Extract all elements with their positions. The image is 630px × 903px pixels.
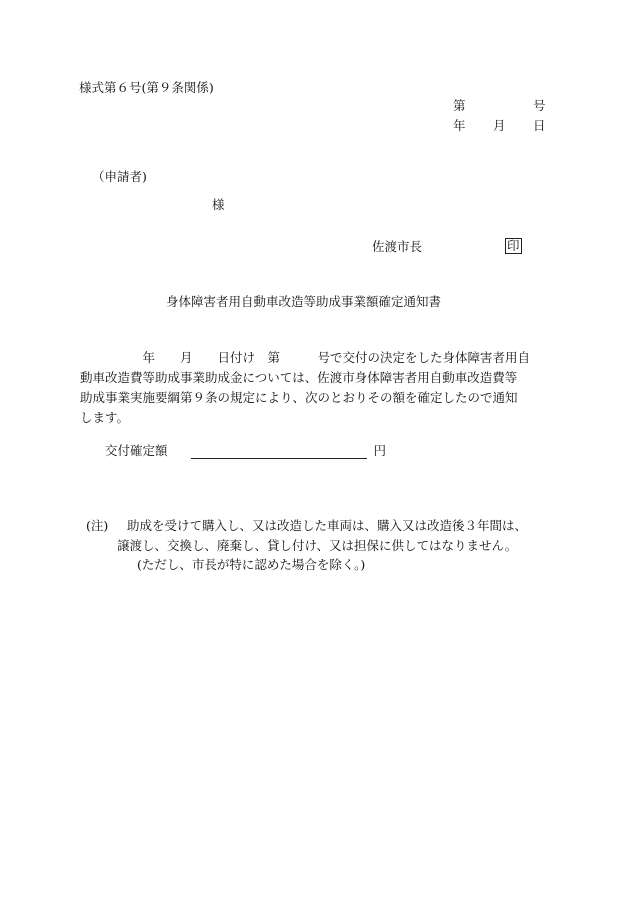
amount-label: 交付確定額 [105, 443, 168, 458]
body-paragraph [80, 348, 550, 428]
date-year: 年 [453, 118, 466, 133]
date-day: 日 [533, 118, 546, 133]
addressee-suffix: 様 [212, 197, 225, 212]
number-suffix: 号 [533, 98, 546, 113]
number-prefix: 第 [453, 98, 466, 113]
amount-unit: 円 [373, 443, 386, 458]
note-line: (ただし、市長が特に認めた場合を除く。) [137, 557, 366, 572]
applicant-label: （申請者) [92, 169, 147, 184]
seal-mark: 印 [507, 238, 520, 253]
date-month: 月 [493, 118, 506, 133]
note-line: 助成を受けて購入し、又は改造した車両は、購入又は改造後３年間は、 [127, 518, 528, 533]
amount-row [105, 443, 386, 459]
form-label: 様式第６号(第９条関係) [79, 80, 214, 95]
note-line: 譲渡し、交換し、廃棄し、貸し付け、又は担保に供してはなりません。 [117, 538, 518, 553]
issuer-name: 佐渡市長 [372, 239, 423, 254]
body-line: 助成事業実施要綱第９条の規定により、次のとおりその額を確定したので通知 [80, 390, 518, 405]
official-seal [505, 238, 522, 254]
note-label: (注) [86, 518, 109, 533]
document-title: 身体障害者用自動車改造等助成事業額確定通知書 [166, 294, 442, 309]
body-line: 動車改造費等助成事業助成金については、佐渡市身体障害者用自動車改造費等 [80, 370, 518, 385]
amount-blank [191, 444, 367, 459]
body-line: します。 [80, 410, 130, 425]
body-line: 年 月 日付け 第 号で交付の決定をした身体障害者用自 [80, 350, 531, 365]
